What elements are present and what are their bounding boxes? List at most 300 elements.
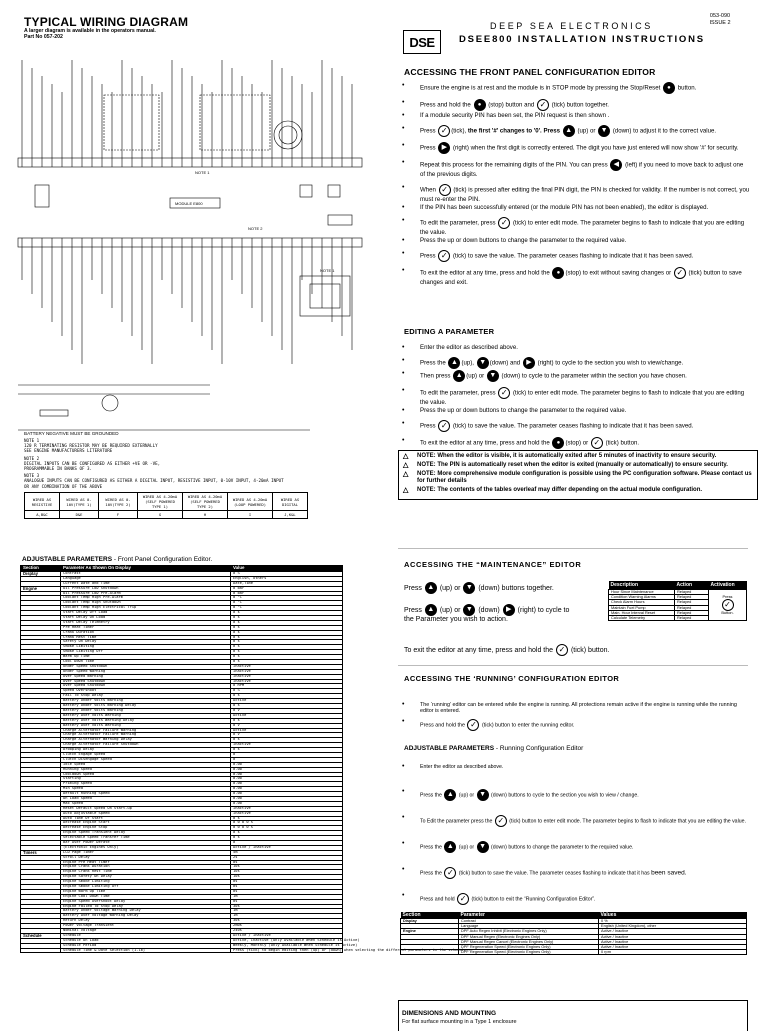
section-cell: [21, 948, 61, 953]
stop-icon: ●: [552, 267, 564, 279]
value-cell: 0 °C: [231, 606, 343, 611]
value-cell: 0 s: [231, 635, 343, 640]
dimensions-heading: DIMENSIONS AND MOUNTING: [402, 1010, 497, 1017]
value-cell: Inactive: [231, 674, 343, 679]
parameter-cell: Crank Rest Time: [61, 635, 231, 640]
value-cell: 30s: [231, 919, 343, 924]
parameter-cell: Power Voltage Transient: [61, 924, 231, 929]
value-cell: 0 s: [231, 611, 343, 616]
value-cell: Inactive: [231, 743, 343, 748]
wiring-diagram: [10, 40, 370, 435]
down-icon: ▼: [463, 604, 475, 616]
stop-icon: ●: [474, 99, 486, 111]
column-header: Parameter: [459, 912, 599, 919]
value-cell: 0 bar: [231, 591, 343, 596]
value-cell: 0 V: [231, 723, 343, 728]
section-cell: Timers: [21, 850, 61, 855]
table-row: Condition Warning Alarms Relayed: [609, 595, 747, 600]
running-adjust-steps: [400, 764, 750, 910]
tick-icon: ✓: [495, 815, 507, 827]
left-icon: ◀: [610, 159, 622, 171]
list-item: • Press and hold the ● (stop) button and ✓ (tick) button together.: [400, 99, 750, 111]
warning-icon: △: [403, 453, 409, 460]
list-item: • Press the up or down buttons to change the parameter to the required value.: [400, 407, 750, 414]
parameter-cell: Over Speed Shutdown: [61, 684, 231, 689]
column-header: Description: [609, 581, 675, 590]
value-cell: Active: [231, 713, 343, 718]
value-cell: 10s: [231, 865, 343, 870]
note: △ NOTE: The PIN is automatically reset when the editor is exited (manually or automatically) to ensure security.: [403, 462, 728, 469]
value-cell: 0 s: [231, 640, 343, 645]
parameter-cell: Engine Smoke Limiting: [61, 880, 231, 885]
value-cell: 1m: [231, 894, 343, 899]
parameter-cell: Over Speed Warning: [61, 674, 231, 679]
column-header: Parameter As Shown On Display: [61, 566, 231, 572]
value-cell: 0 bar: [231, 586, 343, 591]
module-label: MODULE E800: [175, 201, 203, 206]
value-cell: 0: [231, 757, 343, 762]
table-row: Maintain Fuel Pump Relayed: [609, 605, 747, 610]
wiring-notes: NOTE 1 120 R TERMINATING RESISTOR MAY BE REQUIRED EXTERNALLY SEE ENGINE MANUFACTURERS LITERATURE NOTE 2 DIGITAL INPUTS CAN BE CONFIGURED AS EITHER +VE OR -VE, PROGRAMMABLE IN BANKS OF 3. NOTE 3 ANALOGUE INPUTS CAN BE CONFIGURED AS EITHER A DIGITAL INPUT, RESISTIVE INPUT, 0-10V INPUT, 4-20mA INPUT OR ANY COMBINATION OF THE ABOVE: [24, 438, 284, 489]
parameter-cell: Safety On Delay: [61, 640, 231, 645]
wiring-diagram-subtitle: A larger diagram is available in the operators manual. Part No 057-202: [24, 28, 156, 40]
maintenance-heading: ACCESSING THE “MAINTENANCE” EDITOR: [404, 560, 582, 569]
activation-cell: Press ✓ Button.: [709, 590, 747, 621]
list-item: • To exit the editor at any time, press and hold the ● (stop) or ✓ (tick) button.: [400, 437, 750, 449]
parameter-cell: (Electronic Engines Only): [61, 845, 231, 850]
section-cell: Schedule: [21, 933, 61, 938]
parameter-cell: Return Delay: [61, 919, 231, 924]
value-cell: Active / Inactive: [231, 933, 343, 938]
table-cell: WIRED AS 4-20mA (LOOP POWERED): [228, 493, 273, 511]
running-params-table: [400, 912, 747, 955]
parameter-cell: Warm Up Time: [61, 655, 231, 660]
parameter-cell: Schedule On Load: [61, 938, 231, 943]
parameter-cell: Engine Pre Heat Timer: [61, 860, 231, 865]
list-item: • Press ✓ (tick) to save the value. The parameter ceases flashing to indicate that it has been saved.: [400, 250, 750, 262]
right-icon: ▶: [438, 142, 450, 154]
value-cell: 0 0 0 0 s: [231, 826, 343, 831]
value-cell: 0.00: [231, 792, 343, 797]
value-cell: 0 s: [231, 625, 343, 630]
value-cell: 0 0 0 0 s: [231, 821, 343, 826]
value-cell: 0: [231, 840, 343, 845]
value-cell: 0 s: [231, 645, 343, 650]
list-item: • Press ✓ (tick), the first '#' changes to '0'. Press ▲ (up) or ▼ (down) to adjust it to the correct value.: [400, 125, 750, 137]
up-icon: ▲: [444, 789, 456, 801]
running-adjustable-title: ADJUSTABLE PARAMETERS - Running Configuration Editor: [404, 745, 584, 752]
maintenance-line-1: Press ▲ (up) or ▼ (down) buttons together.: [404, 582, 554, 594]
parameter-cell: Smoke Limiting: [61, 645, 231, 650]
tick-icon: ✓: [457, 893, 469, 905]
parameter-cell: Engine Warm Up Time: [61, 889, 231, 894]
parameter-cell: Battery Under Volts Warning: [61, 708, 231, 713]
parameter-cell: LCD Page Timer: [61, 850, 231, 855]
table-row: DPF Manual Regen (Electronic Engines Only) Active / Inactive: [401, 934, 747, 939]
parameter-cell: Min Speed: [61, 787, 231, 792]
list-item: • Press the ✓ (tick) button to save the value. The parameter ceases flashing to indicate that it has been saved.: [400, 867, 750, 879]
value-cell: 0 s: [231, 620, 343, 625]
parameter-cell: Schedule Period: [61, 943, 231, 948]
value-cell: 0: [231, 752, 343, 757]
tick-icon: ✓: [438, 125, 450, 137]
parameter-cell: Cooldown Speed: [61, 772, 231, 777]
table-cell: WIRED AS 0-10V(TYPE 1): [60, 493, 99, 511]
value-cell: 1m: [231, 914, 343, 919]
note-1-label: NOTE 1: [195, 170, 210, 175]
note-3-label: NOTE 1: [320, 268, 335, 273]
tick-icon: ✓: [467, 719, 479, 731]
parameter-cell: Speed Overshoot: [61, 689, 231, 694]
table-cell: A,B&C: [25, 511, 60, 519]
table-row: Calculate Telemetry Relayed: [609, 616, 747, 621]
value-cell: 1m: [231, 909, 343, 914]
value-cell: 0 %: [231, 572, 343, 577]
value-cell: 0.00: [231, 801, 343, 806]
table-cell: WIRED AS 4-20mA (SELF POWERED TYPE 1): [138, 493, 183, 511]
table-cell: WIRED AS 4-20mA (SELF POWERED TYPE 2): [183, 493, 228, 511]
list-item: • To edit the parameter, press ✓ (tick) to enter edit mode. The parameter begins to flash to indicate that you are editing the value.: [400, 217, 750, 236]
parameter-cell: Charge Alternator Failure Warning: [61, 733, 231, 738]
notes-box: [398, 450, 758, 500]
parameter-cell: Engine Speed Transient Delay: [61, 831, 231, 836]
warning-icon: △: [403, 487, 409, 494]
list-item: • Repeat this process for the remaining digits of the PIN. You can press ◀ (left) if you need to move back to adjust one of the previous digits.: [400, 159, 750, 178]
list-item: • To Edit the parameter press the ✓ (tick) button to enter edit mode. The parameter begins to flash to indicate that you are editing the value.: [400, 815, 750, 827]
parameter-cell: Charge Alternator Warning Delay: [61, 738, 231, 743]
parameter-cell: Schedule Time & Date Selection (1-16): [61, 948, 231, 953]
parameter-cell: Start Delay On Load: [61, 616, 231, 621]
value-cell: English, others: [231, 576, 343, 581]
company-name: DEEP SEA ELECTRONICS: [490, 21, 653, 31]
note: △ NOTE: The contents of the tables overleaf may differ depending on the actual module configuration.: [403, 487, 703, 494]
column-header: Section: [401, 912, 459, 919]
parameter-cell: Battery Under Volts Warning Delay: [61, 704, 231, 709]
section-divider: [398, 548, 748, 549]
tick-icon: ✓: [438, 420, 450, 432]
table-cell: I: [228, 511, 273, 519]
maintenance-line-2: Press ▲ (up) or ▼ (down) ▶ (right) to cycle to the Parameter you wish to action.: [404, 606, 570, 623]
editing-steps: [400, 344, 750, 454]
value-cell: 0 s: [231, 816, 343, 821]
value-cell: 0.00: [231, 777, 343, 782]
parameter-cell: Scroll Delay: [61, 855, 231, 860]
adjustable-params-title: ADJUSTABLE PARAMETERS - Front Panel Configuration Editor.: [22, 556, 213, 563]
warning-icon: △: [403, 471, 409, 478]
front-panel-heading: ACCESSING THE FRONT PANEL CONFIGURATION EDITOR: [404, 67, 656, 77]
up-icon: ▲: [563, 125, 575, 137]
table-cell: G: [138, 511, 183, 519]
down-icon: ▼: [487, 370, 499, 382]
parameter-cell: Oil Pressure Low Pre-Alarm: [61, 591, 231, 596]
value-cell: 30s: [231, 904, 343, 909]
parameter-cell: Engine Crank Duration: [61, 865, 231, 870]
column-header: Action: [675, 581, 709, 590]
maintenance-exit: To exit the editor at any time, press and hold the ✓ (tick) button.: [404, 645, 610, 654]
parameter-cell: Engine Smoke Limiting Off: [61, 885, 231, 890]
list-item: • Press and hold ✓ (tick) button to exit the “Running Configuration Editor”.: [400, 893, 750, 905]
value-cell: Inactive: [231, 669, 343, 674]
value-cell: Inactive: [231, 679, 343, 684]
list-item: • When ✓ (tick) is pressed after editing the final PIN digit, the PIN is checked for validity. If the number is not correct, you must re-enter the PIN.: [400, 184, 750, 203]
table-cell: WIRED AS RESISTIVE: [25, 493, 60, 511]
parameter-cell: Battery Over Volts Warning Delay: [61, 718, 231, 723]
tick-icon: ✓: [498, 217, 510, 229]
parameter-cell: Clutch Engage Speed: [61, 752, 231, 757]
parameter-cell: Crank Duration: [61, 630, 231, 635]
parameter-cell: Decrease Engine Stop: [61, 826, 231, 831]
parameter-cell: Under Speed Warning: [61, 669, 231, 674]
parameter-cell: Over Speed Shutdown: [61, 679, 231, 684]
parameter-cell: Start Delay Off Load: [61, 611, 231, 616]
note: △ NOTE: More comprehensive module configuration is possible using the PC configuration software. Please contact us for further details: [403, 471, 752, 484]
table-row: Display Contrast 0 %: [401, 919, 747, 924]
parameter-cell: Default Running Speed: [61, 792, 231, 797]
wiring-diagram-title: TYPICAL WIRING DIAGRAM: [24, 15, 189, 29]
editing-heading: EDITING A PARAMETER: [404, 327, 495, 336]
list-item: • To exit the editor at any time, press and hold the ● (stop) to exit without saving changes or ✓ (tick) button to save changes and exit.: [400, 267, 750, 286]
column-header: Value: [231, 566, 343, 572]
parameter-cell: Reset Default Speed On Start-up: [61, 806, 231, 811]
table-row: Main. Hour Interval Reset Relayed: [609, 610, 747, 615]
up-icon: ▲: [425, 582, 437, 594]
parameter-cell: Under Speed Shutdown: [61, 664, 231, 669]
value-cell: 0 s: [231, 704, 343, 709]
document-title: DSEE800 INSTALLATION INSTRUCTIONS: [459, 34, 705, 45]
tick-icon: ✓: [498, 387, 510, 399]
table-row: DPF Regeneration Speed (Electronic Engines Only) 0 rpm: [401, 950, 747, 955]
parameter-cell: Running Speed: [61, 767, 231, 772]
parameter-cell: Cool Down Time: [61, 660, 231, 665]
up-icon: ▲: [453, 370, 465, 382]
parameter-cell: Battery Over Volts Warning: [61, 713, 231, 718]
table-row: DPF Manual Regen Cancel (Electronic Engines Only) Active / Inactive: [401, 939, 747, 944]
tick-icon: ✓: [438, 250, 450, 262]
parameter-cell: Idle Speed: [61, 762, 231, 767]
up-icon: ▲: [448, 357, 460, 369]
value-cell: 0 s: [231, 630, 343, 635]
value-cell: 5m: [231, 850, 343, 855]
running-steps: [400, 702, 750, 736]
value-cell: 0.00: [231, 772, 343, 777]
value-cell: 0 s: [231, 836, 343, 841]
parameter-cell: Battery Over Voltage Warning Delay: [61, 914, 231, 919]
input-wiring-table: [24, 492, 308, 519]
value-cell: 0 V: [231, 733, 343, 738]
list-item: • Enter the editor as described above.: [400, 764, 750, 771]
value-cell: Active / Inactive: [231, 845, 343, 850]
value-cell: 0.00: [231, 767, 343, 772]
list-item: • Press the ▲ (up) or ▼ (down) buttons to change the parameter to the required value.: [400, 841, 750, 853]
value-cell: 0 V: [231, 708, 343, 713]
value-cell: 0 s: [231, 660, 343, 665]
parameter-cell: Starting: [61, 777, 231, 782]
parameter-cell: Selectable Speed Transfer Time: [61, 836, 231, 841]
value-cell: Date,Time: [231, 581, 343, 586]
parameter-cell: Priming Speed: [61, 782, 231, 787]
parameter-cell: Engine Speed Overshoot Delay: [61, 899, 231, 904]
parameter-cell: Battery Under Volts Warning: [61, 699, 231, 704]
list-item: • To edit the parameter, press ✓ (tick) to enter edit mode. The parameter begins to flash to indicate that you are editing the value.: [400, 387, 750, 406]
tick-icon: ✓: [537, 99, 549, 111]
stop-reset-icon: ●: [663, 82, 675, 94]
parameter-cell: Charge Alternator Failure Shutdown: [61, 743, 231, 748]
value-cell: 10s: [231, 870, 343, 875]
parameter-cell: On Load Speed: [61, 796, 231, 801]
battery-negative-note: BATTERY NEGATIVE MUST BE GROUNDED: [24, 431, 119, 436]
tick-icon: ✓: [439, 184, 451, 196]
section-divider: [398, 665, 748, 666]
right-icon: ▶: [503, 604, 515, 616]
parameter-cell: Start Delay Telemetry: [61, 620, 231, 625]
parameter-cell: Battery Under Voltage Warning Delay: [61, 909, 231, 914]
parameter-cell: Engine Failed To Stop Delay: [61, 904, 231, 909]
list-item: • Press the ▲ (up), ▼ (down) and ▶ (right) to cycle to the section you wish to view/change.: [400, 357, 750, 369]
list-item: • Press and hold the ✓ (tick) button to enter the running editor.: [400, 719, 750, 731]
table-row: Language English (United Kingdom), other: [401, 924, 747, 929]
stop-icon: ●: [552, 437, 564, 449]
doc-number: 053-090 ISSUE 2: [709, 13, 731, 26]
value-cell: 0 s: [231, 616, 343, 621]
table-cell: H: [183, 511, 228, 519]
value-cell: 2m0s: [231, 924, 343, 929]
dse-logo: DSE: [403, 30, 441, 54]
up-icon: ▲: [425, 604, 437, 616]
section-cell: Engine: [21, 586, 61, 591]
value-cell: Active, Inactive (Only Available When Schedule is Active): [231, 938, 343, 943]
parameter-cell: Coolant Temp High Shutdown: [61, 601, 231, 606]
front-panel-steps: [400, 82, 750, 292]
value-cell: 0 RPM: [231, 684, 343, 689]
value-cell: 10s: [231, 875, 343, 880]
table-row: Engine DPF Auto Regen Inhibit (Electronic Engines Only) Active / Inactive: [401, 929, 747, 934]
table-cell: WIRED AS DIGITAL: [273, 493, 308, 511]
value-cell: 0s: [231, 860, 343, 865]
parameter-cell: Pre Heat Timer: [61, 625, 231, 630]
value-cell: 240s: [231, 929, 343, 934]
list-item: • If the PIN has been successfully entered (or the module PIN has not been enabled), the editor is displayed.: [400, 204, 750, 211]
value-cell: Inactive: [231, 664, 343, 669]
parameter-cell: Contrast: [61, 572, 231, 577]
value-cell: Active: [231, 728, 343, 733]
parameter-cell: Engine Safety On Delay: [61, 875, 231, 880]
parameter-cell: Schedule: [61, 933, 231, 938]
value-cell: 0.00: [231, 762, 343, 767]
tick-icon: ✓: [674, 267, 686, 279]
value-cell: 0 s: [231, 718, 343, 723]
parameter-cell: Oil Pressure Low Shutdown: [61, 586, 231, 591]
column-header: Activation: [709, 581, 747, 590]
list-item: • Then press ▲ (up) or ▼ (down) to cycle to the parameter within the section you have chosen.: [400, 370, 750, 382]
parameter-cell: Smoke Limiting Off: [61, 650, 231, 655]
value-cell: Inactive: [231, 806, 343, 811]
warning-icon: △: [403, 462, 409, 469]
table-cell: F: [99, 511, 138, 519]
list-item: • If a module security PIN has been set, the PIN request is then shown .: [400, 112, 750, 119]
maintenance-table: [608, 581, 747, 621]
value-cell: 0s: [231, 885, 343, 890]
value-cell: 0 s: [231, 738, 343, 743]
parameter-cell: Fail To Stop Delay: [61, 694, 231, 699]
parameter-cell: Drooping Delay: [61, 748, 231, 753]
value-cell: 0 s: [231, 694, 343, 699]
down-icon: ▼: [598, 125, 610, 137]
table-cell: J,K&L: [273, 511, 308, 519]
value-cell: 0 s: [231, 831, 343, 836]
down-icon: ▼: [463, 582, 475, 594]
running-heading: ACCESSING THE ‘RUNNING’ CONFIGURATION EDITOR: [404, 674, 620, 683]
parameter-cell: Nominal Voltage: [61, 929, 231, 934]
list-item: • Enter the editor as described above.: [400, 344, 750, 351]
list-item: • Ensure the engine is at rest and the module is in STOP mode by pressing the Stop/Reset ● button.: [400, 82, 750, 94]
right-icon: ▶: [523, 357, 535, 369]
tick-icon: ✓: [444, 867, 456, 879]
column-header: Section: [21, 566, 61, 572]
tick-icon: ✓: [591, 437, 603, 449]
parameter-cell: Bar Over Power Derate: [61, 840, 231, 845]
value-cell: 0s: [231, 880, 343, 885]
note: △ NOTE: When the editor is visible, it is automatically exited after 5 minutes of inactivity to ensure security.: [403, 453, 717, 460]
parameter-cell: Auto Adjustable Speed: [61, 811, 231, 816]
value-cell: 2s: [231, 855, 343, 860]
parameter-cell: Auto Time Of Start: [61, 816, 231, 821]
table-cell: D&E: [60, 511, 99, 519]
parameter-cell: Clutch Disengage Speed: [61, 757, 231, 762]
list-item: • Press the ▲ (up) or ▼ (down) buttons to cycle to the section you wish to view / change.: [400, 789, 750, 801]
value-cell: 0 %: [231, 689, 343, 694]
list-item: • Press ✓ (tick) to save the value. The parameter ceases flashing to indicate that it has been saved.: [400, 420, 750, 432]
list-item: • The ‘running’ editor can be entered while the engine is running. All protections remain active if the engine is running while the running editor is entered.: [400, 702, 750, 715]
parameter-cell: Engine Cool Down Time: [61, 894, 231, 899]
value-cell: 0.00: [231, 796, 343, 801]
parameter-cell: Current Date and Time: [61, 581, 231, 586]
parameter-cell: Coolant Temp High Electrical Trip: [61, 606, 231, 611]
value-cell: 0 s: [231, 650, 343, 655]
up-icon: ▲: [444, 841, 456, 853]
down-icon: ▼: [477, 357, 489, 369]
section-cell: Display: [21, 572, 61, 577]
value-cell: 0 s: [231, 748, 343, 753]
list-item: • Press the up or down buttons to change the parameter to the required value.: [400, 237, 750, 244]
value-cell: Press (tick) to begin editing then (up) or (down) when selecting the different parameters in the scheduler.: [231, 948, 343, 953]
value-cell: Weekly, Monthly (Only Available When Schedule is Active): [231, 943, 343, 948]
value-cell: 0 s: [231, 655, 343, 660]
value-cell: 0.00: [231, 787, 343, 792]
table-row: Check Alarm Hours Relayed: [609, 600, 747, 605]
value-cell: Active: [231, 699, 343, 704]
parameter-cell: Language: [61, 576, 231, 581]
value-cell: Inactive: [231, 811, 343, 816]
parameter-cell: Battery Over Volts Warning: [61, 723, 231, 728]
table-row: [21, 948, 343, 953]
down-icon: ▼: [477, 841, 489, 853]
parameter-cell: Engine Crank Rest Time: [61, 870, 231, 875]
tick-icon: ✓: [722, 599, 734, 611]
down-icon: ▼: [477, 789, 489, 801]
tick-icon: ✓: [556, 644, 568, 656]
value-cell: 0 °C: [231, 596, 343, 601]
parameter-cell: Decrease Engine Start: [61, 821, 231, 826]
value-cell: 0 °C: [231, 601, 343, 606]
parameter-cell: Charge Alternator Failure Warning: [61, 728, 231, 733]
table-row: DPF Regeneration Speed (Electronic Engines Only) Active / Inactive: [401, 945, 747, 950]
dimensions-subtitle: For flat surface mounting in a Type 1 enclosure: [402, 1019, 517, 1025]
table-cell: WIRED AS 0-10V(TYPE 2): [99, 493, 138, 511]
note-2-label: NOTE 2: [248, 226, 263, 231]
list-item: • Press ▶ (right) when the first digit is correctly entered. The digit you have just entered will now show '#' for security.: [400, 142, 750, 154]
value-cell: 0s: [231, 899, 343, 904]
table-row: Hour Since Maintenance Relayed Press ✓ Button.: [609, 590, 747, 595]
